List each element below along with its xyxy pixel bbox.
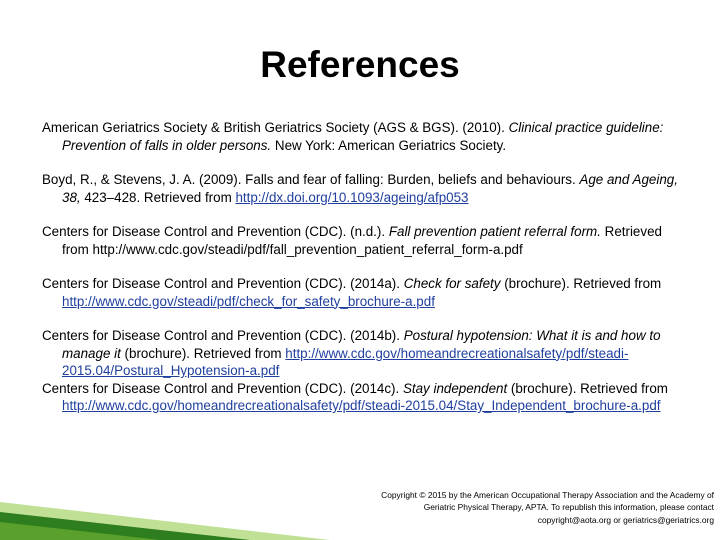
reference-source: (brochure). Retrieved from [500, 276, 662, 291]
reference-authors: Boyd, R., & Stevens, J. A. (2009). Falls and fear of falling: Burden, beliefs and behaviours. [42, 172, 580, 187]
reference-cdc-2014a [42, 275, 682, 310]
reference-source: (brochure). Retrieved from [120, 345, 286, 361]
reference-title: Age and Ageing, 38, [62, 172, 678, 205]
reference-link[interactable]: http://dx.doi.org/10.1093/ageing/afp053 [235, 189, 469, 205]
reference-ags-bgs [42, 119, 682, 154]
reference-cdc-2014b [42, 327, 682, 380]
reference-authors: Centers for Disease Control and Prevention (CDC). (2014a). [42, 276, 404, 291]
reference-source: 423–428. Retrieved from [80, 189, 236, 205]
reference-authors: Centers for Disease Control and Prevention (CDC). (2014b). [42, 328, 404, 343]
reference-title: Fall prevention patient referral form. [388, 224, 601, 239]
reference-authors: Centers for Disease Control and Prevention (CDC). (n.d.). [42, 224, 389, 239]
copyright-line: Copyright © 2015 by the American Occupational Therapy Association and the Academy of [381, 490, 714, 500]
copyright-line: Geriatric Physical Therapy, APTA. To republish this information, please contact [423, 502, 714, 513]
reference-list [42, 119, 682, 415]
reference-link[interactable]: http://www.cdc.gov/steadi/pdf/check_for_safety_brochure-a.pdf [62, 293, 435, 309]
reference-title: Postural hypotension: What it is and how to manage it [62, 328, 661, 361]
reference-source: New York: American Geriatrics Society. [271, 137, 507, 153]
reference-cdc-2014c [42, 380, 682, 415]
reference-link[interactable]: http://www.cdc.gov/homeandrecreationalsafety/pdf/steadi-2015.04/Stay_Independent_brochure-a.pdf [62, 398, 661, 413]
reference-authors: American Geriatrics Society & British Geriatrics Society (AGS & BGS). (2010). [42, 120, 509, 135]
page-title: References [260, 44, 460, 85]
reference-source: Retrieved from http://www.cdc.gov/steadi/pdf/fall_prevention_patient_referral_form-a.pdf [62, 224, 662, 257]
reference-cdc-nd [42, 223, 682, 258]
reference-source: (brochure). Retrieved from [507, 380, 668, 396]
reference-link[interactable]: http://www.cdc.gov/homeandrecreationalsafety/pdf/steadi-2015.04/Postural_Hypotension-a.pdf [62, 345, 629, 378]
reference-boyd-stevens [42, 171, 682, 206]
copyright-line: copyright@aota.org or geriatrics@geriatrics.org [537, 514, 714, 525]
corner-decoration [0, 450, 330, 540]
reference-title: Clinical practice guideline: Prevention of falls in older persons. [62, 120, 664, 153]
reference-title: Check for safety [403, 276, 501, 291]
reference-title: Stay independent [402, 380, 508, 396]
reference-authors: Centers for Disease Control and Prevention (CDC). (2014c). [42, 380, 403, 396]
copyright-notice [294, 489, 714, 526]
